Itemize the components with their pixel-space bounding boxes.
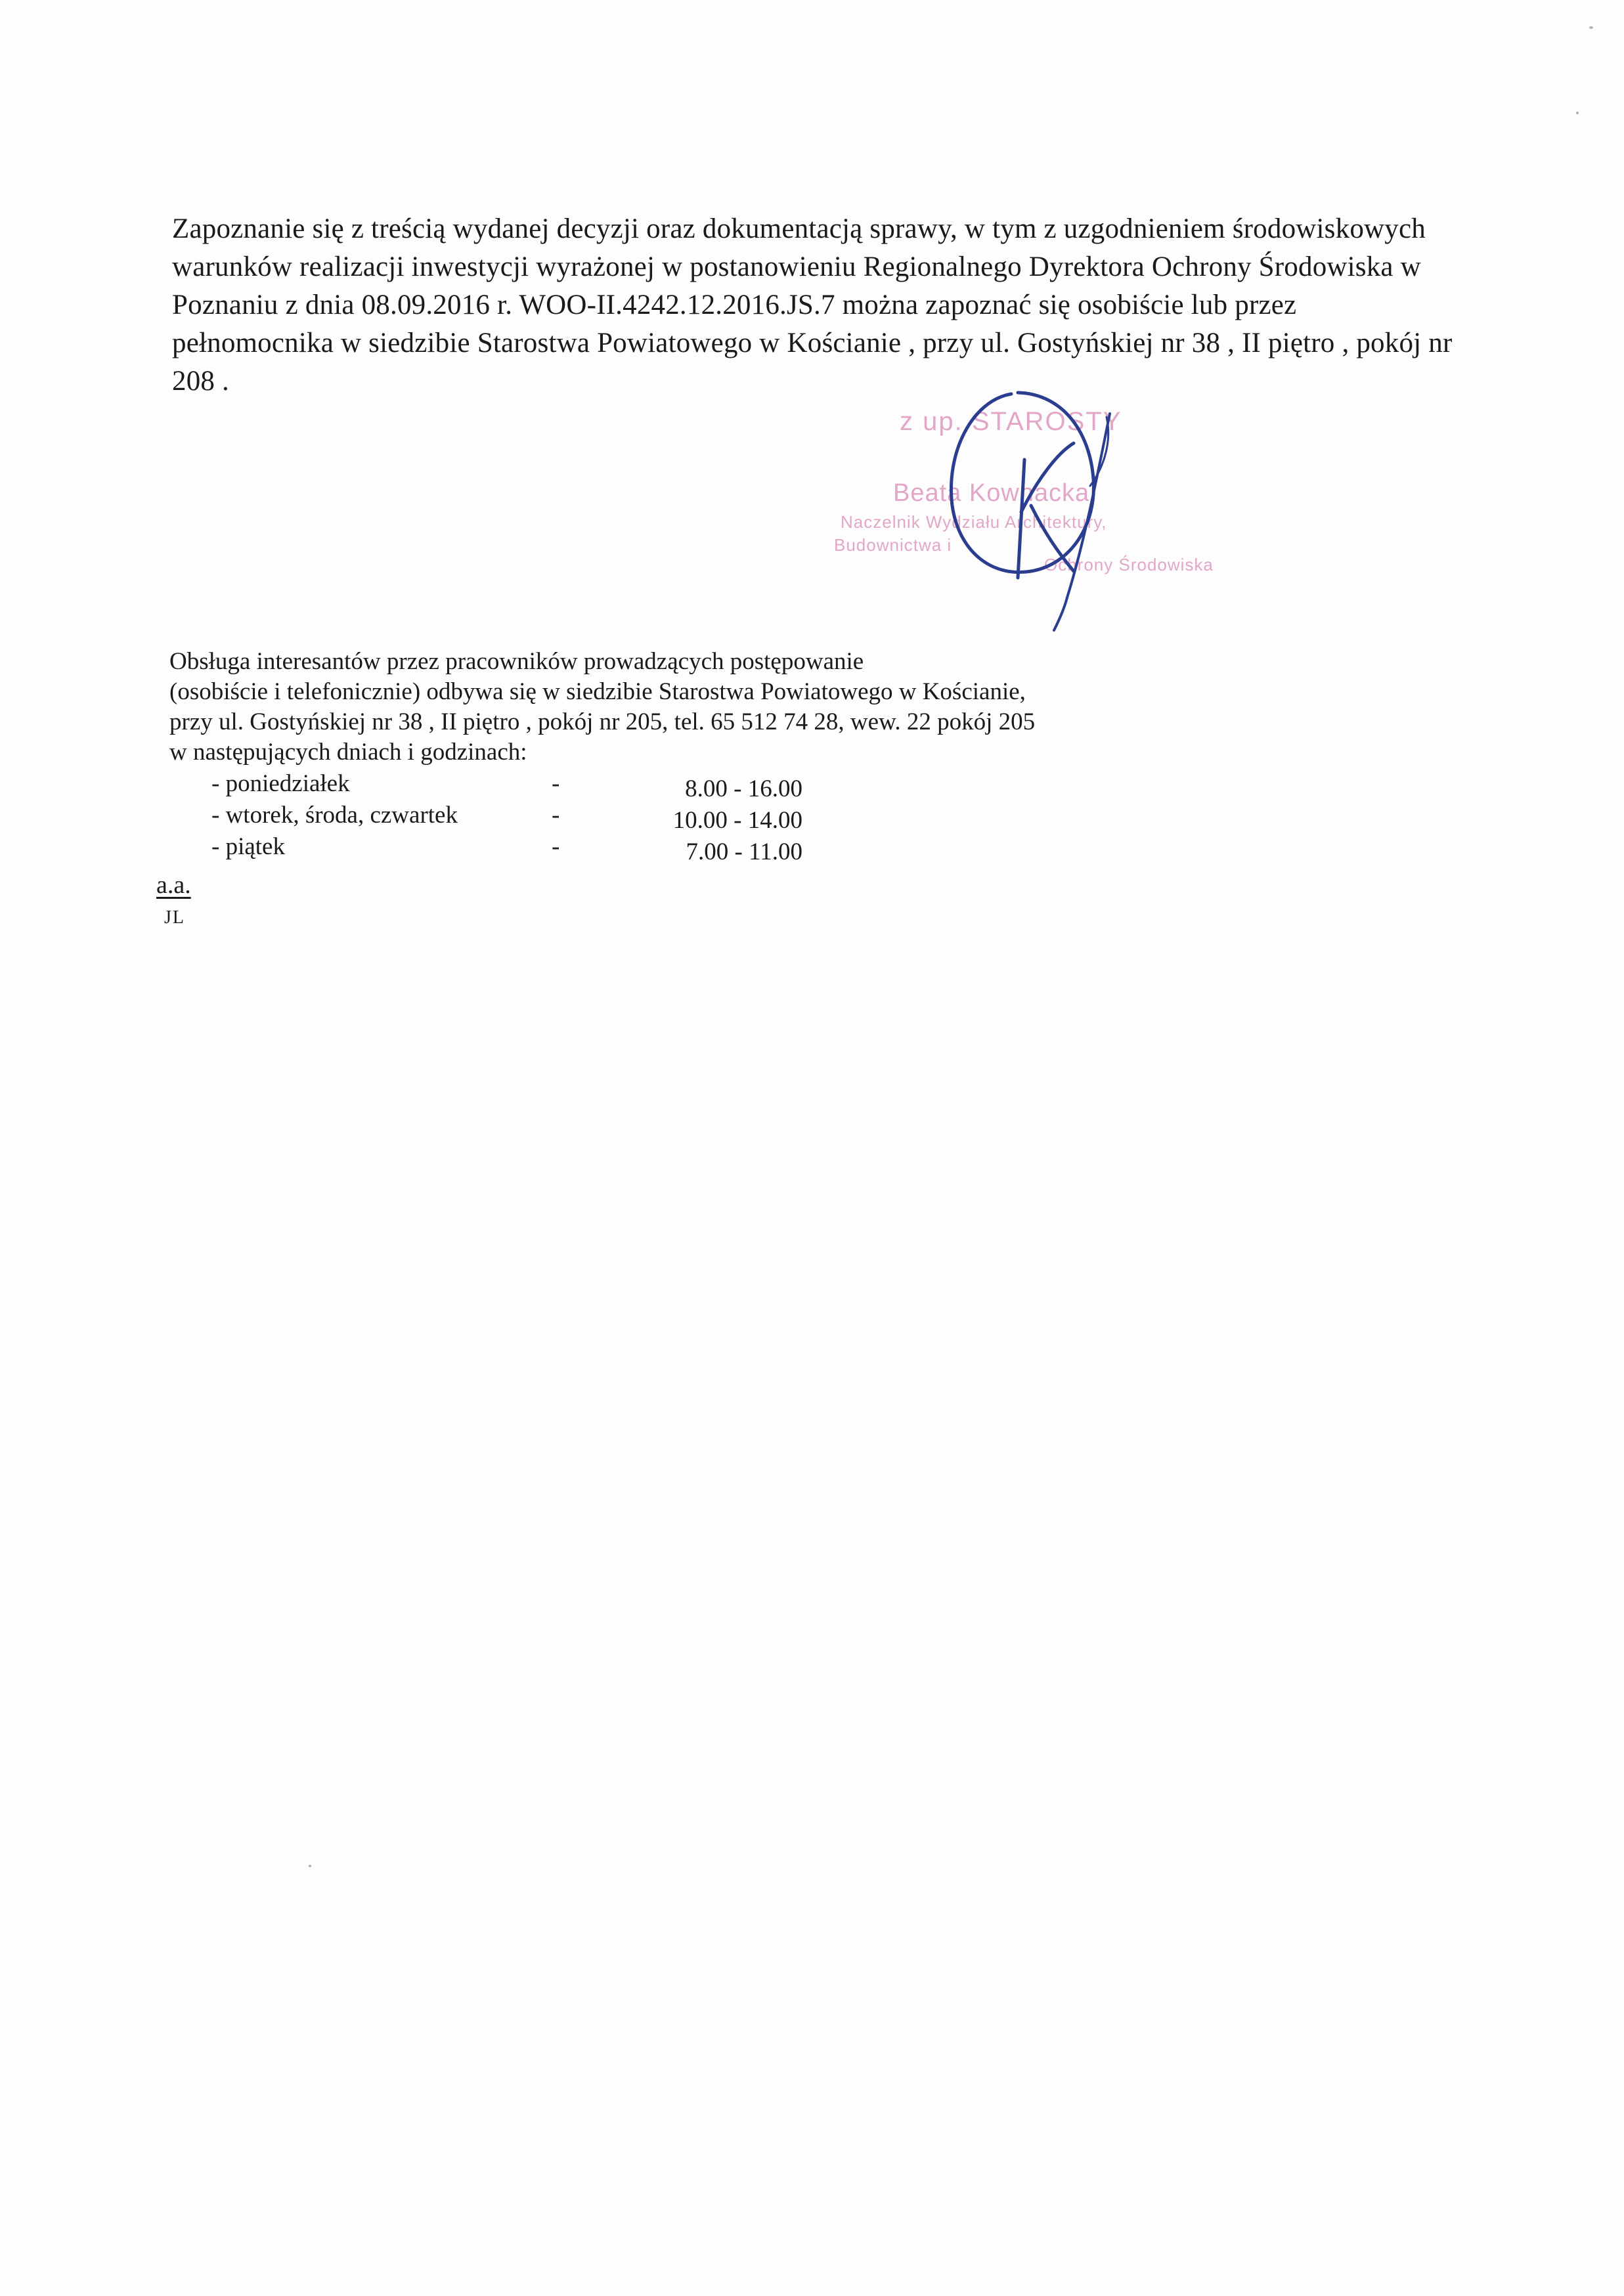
office-hours-paragraph (169, 647, 1286, 768)
main-paragraph-line: warunków realizacji inwestycji wyrażonej w postanowieniu Regionalnego Dyrektora Ochrony Środowiska w (172, 251, 1421, 282)
main-paragraph-line: 208 . (172, 366, 229, 397)
stamp-line-title: Ochrony Środowiska (1044, 555, 1214, 574)
main-paragraph-line: Poznaniu z dnia 08.09.2016 r. WOO-II.4242.12.2016.JS.7 można zapoznać się osobiście lub przez (172, 290, 1297, 320)
hours-separator: - (552, 802, 560, 829)
scan-speck (1576, 112, 1579, 114)
main-paragraph-line: Zapoznanie się z treścią wydanej decyzji oraz dokumentacją sprawy, w tym z uzgodnieniem środowiskowych (172, 213, 1426, 244)
hours-day: - poniedziałek (211, 770, 350, 797)
office-hours-line: Obsługa interesantów przez pracowników prowadzących postępowanie (169, 648, 864, 675)
hours-separator: - (552, 833, 560, 860)
scan-speck (309, 1865, 311, 1867)
author-initials: JL (164, 907, 185, 928)
stamp-line-title: Naczelnik Wydziału Architektury, (841, 512, 1107, 532)
stamp-line-authority: z up. STAROSTY (900, 407, 1122, 436)
handwritten-signature (933, 381, 1143, 643)
main-paragraph-line: pełnomocnika w siedzibie Starostwa Powiatowego w Kościanie , przy ul. Gostyńskiej nr 38 , II piętro , pokój nr (172, 328, 1453, 358)
hours-separator: - (552, 770, 560, 797)
scan-speck (1589, 26, 1593, 29)
office-hours-line: w następujących dniach i godzinach: (169, 739, 527, 766)
office-hours-line: przy ul. Gostyńskiej nr 38 , II piętro , pokój nr 205, tel. 65 512 74 28, wew. 22 pokój 205 (169, 708, 1036, 735)
main-paragraph (172, 210, 1512, 401)
hours-time: 10.00 - 14.00 (672, 807, 802, 834)
stamp-line-name: Beata Kownacka (893, 479, 1090, 507)
hours-day: - piątek (211, 833, 285, 860)
stamp-line-title: Budownictwa i (834, 535, 952, 555)
hours-time: 7.00 - 11.00 (686, 838, 802, 865)
signature-note: a.a. (156, 871, 191, 899)
office-hours-line: (osobiście i telefonicznie) odbywa się w siedzibie Starostwa Powiatowego w Kościanie, (169, 678, 1026, 705)
hours-time: 8.00 - 16.00 (685, 775, 802, 802)
hours-day: - wtorek, środa, czwartek (211, 802, 458, 829)
